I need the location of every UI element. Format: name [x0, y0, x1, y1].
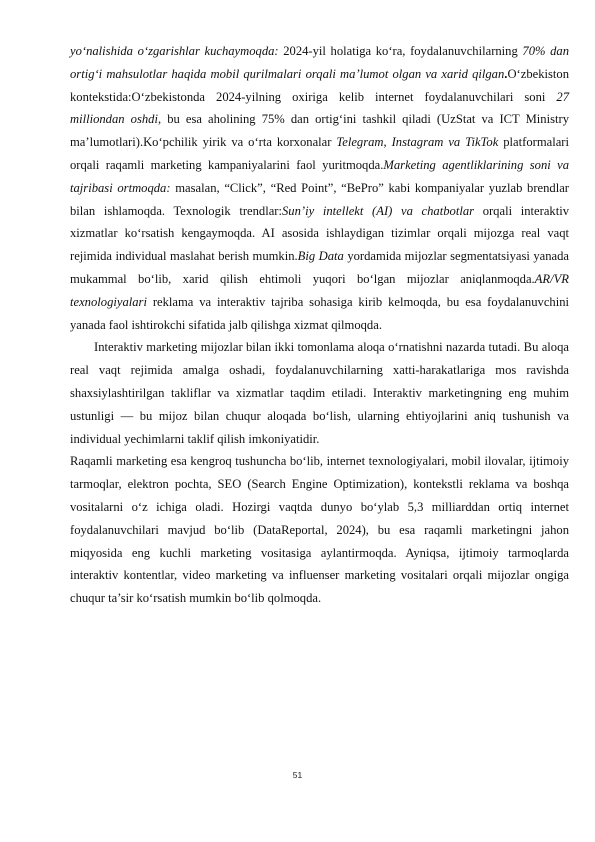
bold-period: . [504, 66, 508, 81]
paragraph-trends [70, 40, 569, 336]
text-run: O‘zbekiston kontekstida:O‘zbekistonda 2024-yilning oxiriga kelib internet foydalanuvchilari soni [70, 66, 569, 104]
text-run: , bu esa aholining 75% dan ortig‘ini tashkil qiladi (UzStat va ICT Ministry ma’lumotlari).Ko‘pchilik yirik va o‘rta korxonalar [70, 112, 569, 150]
italic-emphasis: Big Data [297, 249, 344, 264]
text-run: orqali interaktiv xizmatlar ko‘rsatish kengaymoqda. AI asosida ishlaydigan tizimlar orqali mijozga real vaqt rejimida individual maslahat berish mumkin. [70, 203, 569, 264]
paragraph-digital-marketing: Raqamli marketing esa kengroq tushuncha bo‘lib, internet texnologiyalari, mobil ilovalar, ijtimoiy tarmoqlar, elektron pochta, SEO (Search Engine Optimization), kontekstli reklama va boshqa vositalarni o‘z ichiga oladi. Hozirgi vaqtda dunyo bo‘ylab 5,3 milliarddan ortiq internet foydalanuvchilari mavjud bo‘lib (DataReportal, 2024), bu esa raqamli marketingni jahon miqyosida eng kuchli marketing vositasiga aylantirmoqda. Ayniqsa, ijtimoiy tarmoqlarda interaktiv kontentlar, video marketing va influenser marketing vositalari orqali mijozlar ongiga chuqur ta’sir ko‘rsatish mumkin bo‘lib qolmoqda. [70, 454, 569, 606]
text-run: masalan, “Click”, “Red Point”, “BePro” kabi kompaniyalar yuzlab brendlar bilan ishlamoqda. Texnologik trendlar: [70, 180, 569, 218]
italic-heading: yo‘nalishida o‘zgarishlar kuchaymoqda: [70, 44, 279, 58]
text-run: 2024-yil holatiga ko‘ra, foydalanuvchilarning [278, 44, 523, 58]
page-number: 51 [292, 770, 303, 780]
text-run: reklama va interaktiv tajriba sohasiga kirib kelmoqda, bu esa foydalanuvchini yanada faol ishtirokchi sifatida jalb qilishga xizmat qilmoqda. [70, 294, 569, 332]
italic-emphasis: 70% dan ortig‘i mahsulotlar haqida mobil qurilmalari orqali ma’lumot olgan va xarid qilgan [70, 44, 570, 81]
italic-emphasis: AR/VR texnologiyalari [70, 271, 569, 309]
italic-emphasis: Sun’iy intellekt (AI) va chatbotlar [282, 203, 475, 218]
document-body [70, 40, 569, 610]
text-run: yordamida mijozlar segmentatsiyasi yanada mukammal bo‘lib, xarid qilish ehtimoli yuqori bo‘lgan mijozlar aniqlanmoqda. [70, 249, 569, 286]
italic-heading: Marketing agentliklarining soni va tajribasi ortmoqda: [70, 157, 570, 195]
text-run: platformalari orqali raqamli marketing kampaniyalarini faol yuritmoqda. [70, 135, 569, 172]
italic-emphasis: Telegram, Instagram va TikTok [336, 135, 499, 150]
italic-emphasis: 27 milliondan oshdi [70, 89, 569, 127]
paragraph-interactive-marketing: Interaktiv marketing mijozlar bilan ikki tomonlama aloqa o‘rnatishni nazarda tutadi. Bu aloqa real vaqt rejimida amalga oshadi, foydalanuvchilarning xatti-harakatlariga mos ravishda shaxsiylashtirilgan takliflar va xizmatlar taqdim etiladi. Interaktiv marketingning eng muhim ustunligi — bu mijoz bilan chuqur aloqada bo‘lish, ularning ehtiyojlarini aniq tushunish va individual yechimlarni taklif qilish imkoniyatidir. [70, 340, 569, 446]
